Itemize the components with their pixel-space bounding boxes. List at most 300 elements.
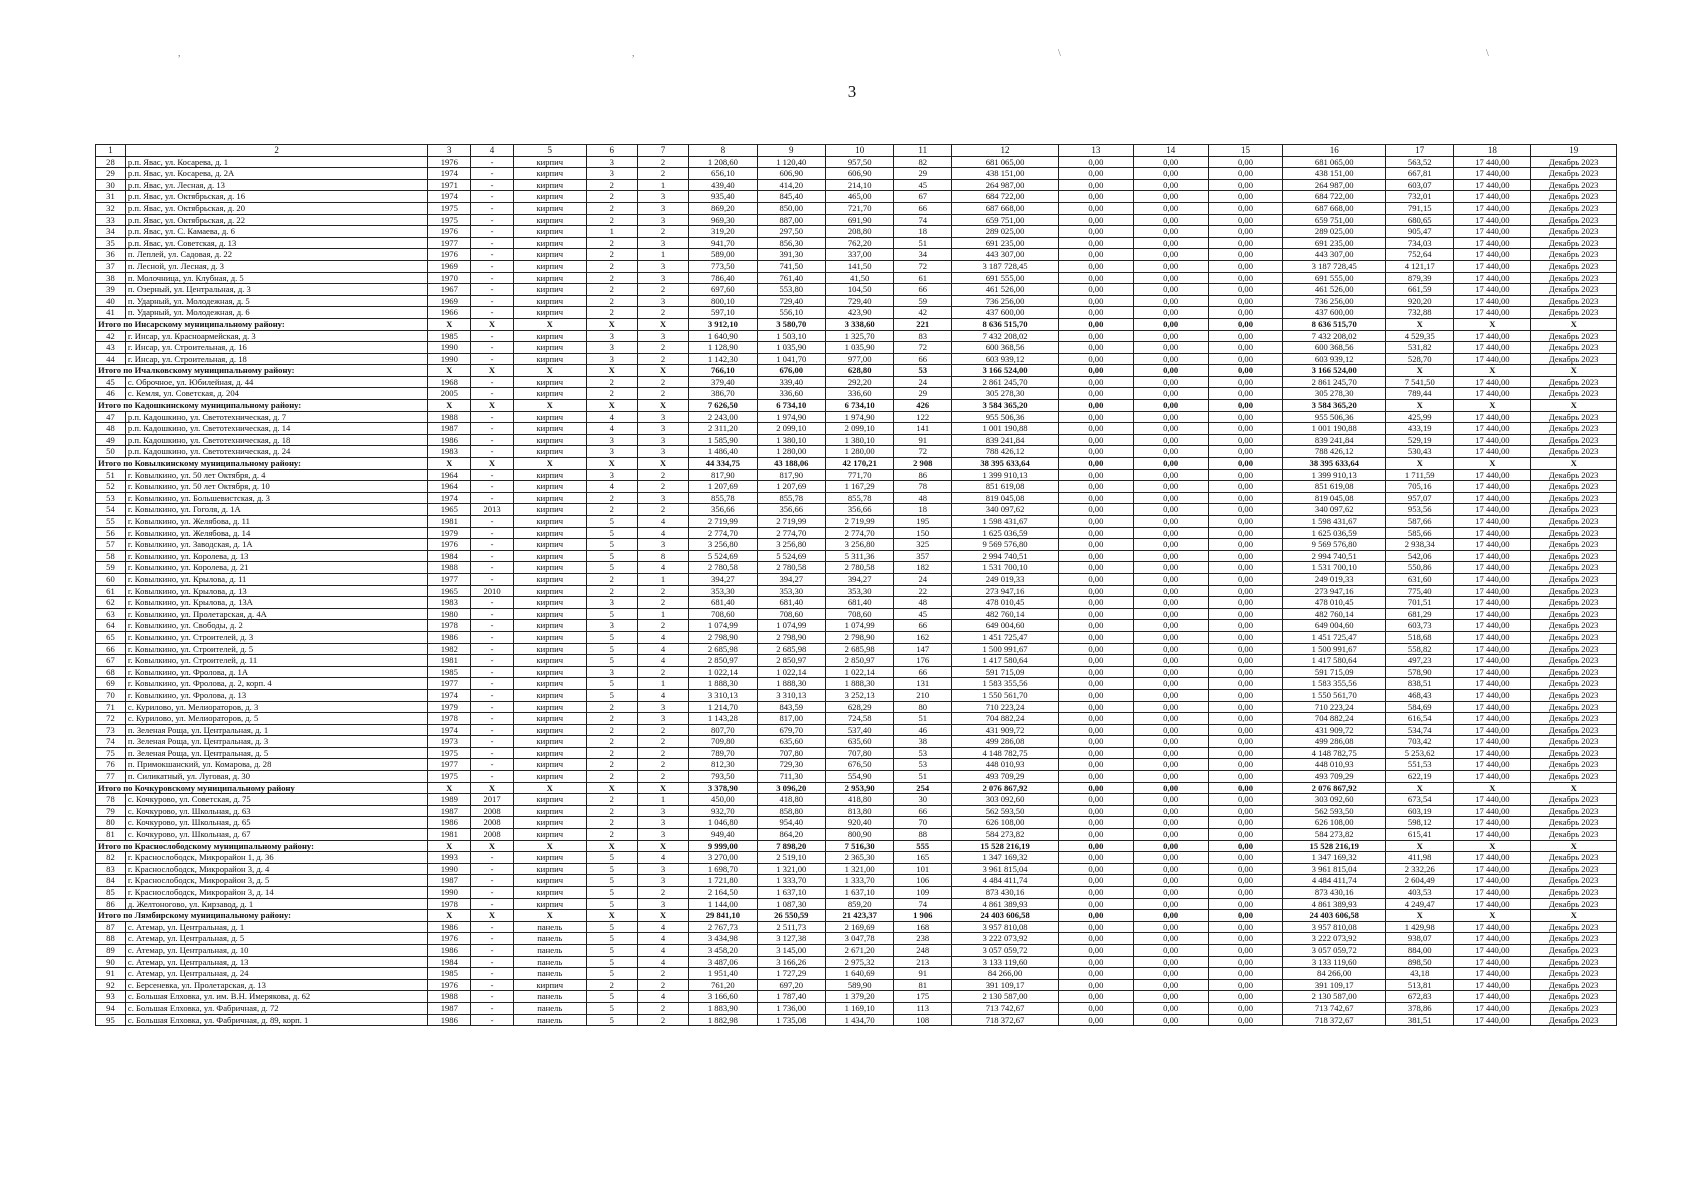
table-cell: 1986 — [428, 434, 471, 446]
address-cell: р.п. Явас, ул. Лесная, д. 13 — [125, 179, 427, 191]
table-cell: X — [1386, 910, 1454, 922]
address-cell: с. Кочкурово, ул. Школьная, д. 65 — [125, 817, 427, 829]
table-cell: 2 — [586, 214, 637, 226]
table-cell: 391,30 — [757, 249, 825, 261]
address-cell: г. Ковылкино, ул. Королева, д. 13 — [125, 550, 427, 562]
table-cell: 1968 — [428, 376, 471, 388]
table-cell: 5 — [586, 933, 637, 945]
table-cell: 0,00 — [1058, 631, 1133, 643]
table-cell: 4 — [637, 655, 688, 667]
table-cell: 0,00 — [1058, 458, 1133, 470]
table-cell: 17 440,00 — [1454, 191, 1531, 203]
table-cell: 845,40 — [757, 191, 825, 203]
table-cell: 60 — [96, 573, 126, 585]
table-cell: 17 440,00 — [1454, 260, 1531, 272]
table-cell: 687 668,00 — [952, 202, 1059, 214]
table-cell: 5 — [586, 655, 637, 667]
table-cell: 1 169,10 — [825, 1002, 893, 1014]
table-cell: 17 440,00 — [1454, 1014, 1531, 1026]
address-cell: с. Курилово, ул. Мелиораторов, д. 3 — [125, 701, 427, 713]
table-cell: 0,00 — [1208, 724, 1283, 736]
table-row — [96, 388, 1617, 400]
table-cell: 87 — [96, 921, 126, 933]
table-cell: 649 004,60 — [952, 620, 1059, 632]
table-cell: 713 742,67 — [1283, 1002, 1386, 1014]
table-row — [96, 701, 1617, 713]
table-cell: 101 — [894, 863, 952, 875]
table-cell: X — [1454, 400, 1531, 412]
table-cell: 0,00 — [1058, 400, 1133, 412]
table-cell: 2 — [586, 817, 637, 829]
table-cell: 3 — [637, 330, 688, 342]
table-cell: кирпич — [513, 573, 586, 585]
table-cell: 0,00 — [1133, 620, 1208, 632]
table-cell: 1977 — [428, 573, 471, 585]
table-cell: 0,00 — [1208, 446, 1283, 458]
table-cell: 905,47 — [1386, 226, 1454, 238]
table-cell: 61 — [96, 585, 126, 597]
table-cell: 0,00 — [1208, 736, 1283, 748]
table-cell: 1975 — [428, 747, 471, 759]
table-cell: кирпич — [513, 191, 586, 203]
table-cell: панель — [513, 1002, 586, 1014]
address-cell: с. Берсеневка, ул. Пролетарская, д. 13 — [125, 979, 427, 991]
table-cell: 0,00 — [1133, 504, 1208, 516]
address-cell: д. Желтоногово, ул. Кирзавод, д. 1 — [125, 898, 427, 910]
district-total-row — [96, 458, 1617, 470]
column-number: 17 — [1386, 145, 1454, 157]
table-cell: 0,00 — [1133, 701, 1208, 713]
table-cell: 0,00 — [1133, 260, 1208, 272]
table-row — [96, 666, 1617, 678]
table-cell: 340 097,62 — [952, 504, 1059, 516]
table-cell: кирпич — [513, 527, 586, 539]
table-row — [96, 260, 1617, 272]
table-cell: 3 — [586, 666, 637, 678]
table-cell: 3 270,00 — [689, 852, 757, 864]
table-cell: - — [471, 631, 514, 643]
address-cell: р.п. Кадошкино, ул. Светотехническая, д. 18 — [125, 434, 427, 446]
table-cell: кирпич — [513, 376, 586, 388]
table-cell: - — [471, 446, 514, 458]
table-cell: 438 151,00 — [952, 168, 1059, 180]
table-cell: 439,40 — [689, 179, 757, 191]
table-cell: 2 861 245,70 — [952, 376, 1059, 388]
table-cell: 3 — [637, 202, 688, 214]
table-cell: 17 440,00 — [1454, 295, 1531, 307]
table-cell: 40 — [96, 295, 126, 307]
table-cell: 57 — [96, 539, 126, 551]
table-cell: 1 208,60 — [689, 156, 757, 168]
table-cell: 5 — [586, 991, 637, 1003]
table-cell: кирпич — [513, 226, 586, 238]
table-cell: 17 440,00 — [1454, 829, 1531, 841]
table-cell: 0,00 — [1133, 295, 1208, 307]
table-cell: 887,00 — [757, 214, 825, 226]
table-cell: - — [471, 550, 514, 562]
table-cell: X — [586, 782, 637, 794]
table-cell: 1 711,59 — [1386, 469, 1454, 481]
table-cell: 0,00 — [1208, 434, 1283, 446]
table-cell: 17 440,00 — [1454, 550, 1531, 562]
table-cell: 2 938,34 — [1386, 539, 1454, 551]
table-cell: 208,80 — [825, 226, 893, 238]
table-cell: Декабрь 2023 — [1531, 643, 1617, 655]
table-cell: X — [637, 910, 688, 922]
table-cell: X — [471, 318, 514, 330]
table-cell: 736 256,00 — [952, 295, 1059, 307]
table-cell: 0,00 — [1058, 550, 1133, 562]
table-cell: 0,00 — [1058, 747, 1133, 759]
table-cell: 3 378,90 — [689, 782, 757, 794]
table-cell: 478 010,45 — [1283, 597, 1386, 609]
table-cell: 289 025,00 — [1283, 226, 1386, 238]
table-cell: 0,00 — [1133, 863, 1208, 875]
district-total-row — [96, 318, 1617, 330]
table-cell: 336,60 — [825, 388, 893, 400]
table-row — [96, 736, 1617, 748]
table-cell: 0,00 — [1058, 179, 1133, 191]
table-cell: 0,00 — [1133, 411, 1208, 423]
scan-mark: \ — [1486, 48, 1489, 59]
table-cell: - — [471, 759, 514, 771]
table-cell: 2005 — [428, 388, 471, 400]
table-row — [96, 794, 1617, 806]
table-cell: 2 — [586, 249, 637, 261]
table-cell: 4 — [637, 921, 688, 933]
table-cell: 1 074,99 — [825, 620, 893, 632]
table-cell: 0,00 — [1208, 631, 1283, 643]
table-cell: 45 — [894, 608, 952, 620]
table-cell: 2 719,99 — [689, 516, 757, 528]
table-cell: 3 — [637, 237, 688, 249]
table-cell: 1 041,70 — [757, 353, 825, 365]
table-cell: 1 451 725,47 — [1283, 631, 1386, 643]
table-cell: 789,70 — [689, 747, 757, 759]
table-cell: 461 526,00 — [952, 284, 1059, 296]
table-cell: Декабрь 2023 — [1531, 747, 1617, 759]
table-cell: 2 798,90 — [757, 631, 825, 643]
table-cell: 0,00 — [1133, 353, 1208, 365]
table-cell: 5 — [586, 678, 637, 690]
table-cell: кирпич — [513, 156, 586, 168]
table-cell: 47 — [96, 411, 126, 423]
table-cell: 82 — [894, 156, 952, 168]
table-cell: кирпич — [513, 249, 586, 261]
address-cell: п. Ударный, ул. Молодежная, д. 6 — [125, 307, 427, 319]
table-cell: 3 912,10 — [689, 318, 757, 330]
table-cell: X — [637, 458, 688, 470]
table-cell: 2 975,32 — [825, 956, 893, 968]
table-cell: кирпич — [513, 492, 586, 504]
table-cell: 15 528 216,19 — [1283, 840, 1386, 852]
table-cell: 32 — [96, 202, 126, 214]
table-cell: 113 — [894, 1002, 952, 1014]
table-cell: 884,00 — [1386, 944, 1454, 956]
table-cell: 603 939,12 — [1283, 353, 1386, 365]
table-cell: кирпич — [513, 330, 586, 342]
table-cell: 667,81 — [1386, 168, 1454, 180]
table-row — [96, 446, 1617, 458]
table-cell: 898,50 — [1386, 956, 1454, 968]
address-cell: г. Краснослободск, Микрорайон 3, д. 14 — [125, 887, 427, 899]
table-row — [96, 202, 1617, 214]
table-cell: 0,00 — [1133, 747, 1208, 759]
table-cell: 84 266,00 — [1283, 968, 1386, 980]
table-cell: 1981 — [428, 655, 471, 667]
table-cell: 819 045,08 — [952, 492, 1059, 504]
table-cell: 213 — [894, 956, 952, 968]
column-number: 9 — [757, 145, 825, 157]
table-cell: 1 640,90 — [689, 330, 757, 342]
table-cell: 2 — [637, 388, 688, 400]
table-cell: 1 625 036,59 — [1283, 527, 1386, 539]
table-cell: 1 500 991,67 — [1283, 643, 1386, 655]
table-cell: Декабрь 2023 — [1531, 527, 1617, 539]
table-cell: X — [1531, 400, 1617, 412]
table-cell: Декабрь 2023 — [1531, 295, 1617, 307]
table-cell: 70 — [894, 817, 952, 829]
table-row — [96, 979, 1617, 991]
table-cell: Декабрь 2023 — [1531, 736, 1617, 748]
table-cell: 707,80 — [825, 747, 893, 759]
table-cell: 673,54 — [1386, 794, 1454, 806]
table-cell: 0,00 — [1058, 434, 1133, 446]
table-cell: 2 — [586, 747, 637, 759]
table-row — [96, 968, 1617, 980]
table-cell: 3 — [637, 805, 688, 817]
table-cell: X — [586, 458, 637, 470]
table-cell: 17 440,00 — [1454, 608, 1531, 620]
table-cell: кирпич — [513, 342, 586, 354]
table-cell: Декабрь 2023 — [1531, 307, 1617, 319]
table-cell: 3 — [586, 434, 637, 446]
table-cell: - — [471, 202, 514, 214]
table-cell: Декабрь 2023 — [1531, 678, 1617, 690]
table-cell: 34 — [894, 249, 952, 261]
table-cell: 0,00 — [1133, 562, 1208, 574]
table-cell: 2 — [637, 968, 688, 980]
table-cell: 289 025,00 — [952, 226, 1059, 238]
table-cell: 3 — [637, 539, 688, 551]
table-cell: 708,60 — [757, 608, 825, 620]
table-cell: 2 — [637, 353, 688, 365]
table-cell: 1974 — [428, 724, 471, 736]
table-cell: 2 850,97 — [689, 655, 757, 667]
table-cell: 0,00 — [1208, 829, 1283, 841]
table-cell: 214,10 — [825, 179, 893, 191]
table-cell: кирпич — [513, 713, 586, 725]
table-cell: 86 — [96, 898, 126, 910]
table-cell: 0,00 — [1208, 620, 1283, 632]
table-cell: 711,30 — [757, 771, 825, 783]
table-cell: 0,00 — [1208, 318, 1283, 330]
table-cell: - — [471, 747, 514, 759]
table-cell: Декабрь 2023 — [1531, 713, 1617, 725]
table-cell: Декабрь 2023 — [1531, 585, 1617, 597]
table-cell: 46 — [894, 724, 952, 736]
table-cell: 0,00 — [1133, 782, 1208, 794]
table-cell: кирпич — [513, 237, 586, 249]
table-cell: - — [471, 863, 514, 875]
table-cell: 411,98 — [1386, 852, 1454, 864]
table-cell: 0,00 — [1133, 342, 1208, 354]
table-cell: 461 526,00 — [1283, 284, 1386, 296]
table-cell: Декабрь 2023 — [1531, 423, 1617, 435]
table-cell: 1986 — [428, 817, 471, 829]
address-cell: р.п. Явас, ул. Октябрьская, д. 22 — [125, 214, 427, 226]
table-cell: 0,00 — [1058, 481, 1133, 493]
table-cell: 2 — [586, 771, 637, 783]
table-cell: 73 — [96, 724, 126, 736]
table-cell: 182 — [894, 562, 952, 574]
table-cell: X — [1386, 458, 1454, 470]
table-cell: 3 222 073,92 — [1283, 933, 1386, 945]
table-cell: 448 010,93 — [952, 759, 1059, 771]
table-cell: 713 742,67 — [952, 1002, 1059, 1014]
table-row — [96, 1002, 1617, 1014]
table-cell: 732,88 — [1386, 307, 1454, 319]
table-cell: 4 — [637, 689, 688, 701]
table-cell: 1988 — [428, 991, 471, 1003]
table-cell: 0,00 — [1058, 492, 1133, 504]
table-cell: 603 939,12 — [952, 353, 1059, 365]
table-row — [96, 829, 1617, 841]
table-cell: Декабрь 2023 — [1531, 573, 1617, 585]
table-cell: 29 — [96, 168, 126, 180]
table-cell: 1 333,70 — [757, 875, 825, 887]
table-cell: 1 380,10 — [825, 434, 893, 446]
table-cell: панель — [513, 956, 586, 968]
table-cell: 48 — [96, 423, 126, 435]
address-cell: с. Большая Елховка, ул. Фабричная, д. 72 — [125, 1002, 427, 1014]
table-cell: 21 423,37 — [825, 910, 893, 922]
table-cell: 66 — [894, 805, 952, 817]
address-cell: п. Примокшанский, ул. Комарова, д. 28 — [125, 759, 427, 771]
table-cell: Декабрь 2023 — [1531, 829, 1617, 841]
table-cell: 43 188,06 — [757, 458, 825, 470]
table-cell: 353,30 — [825, 585, 893, 597]
table-cell: 0,00 — [1133, 631, 1208, 643]
address-cell: р.п. Явас, ул. Октябрьская, д. 20 — [125, 202, 427, 214]
table-cell: 955 506,36 — [952, 411, 1059, 423]
table-cell: 426 — [894, 400, 952, 412]
address-cell: с. Атемар, ул. Центральная, д. 5 — [125, 933, 427, 945]
table-cell: 1987 — [428, 805, 471, 817]
table-cell: 3 — [586, 353, 637, 365]
table-row — [96, 771, 1617, 783]
table-cell: 856,30 — [757, 237, 825, 249]
table-cell: 17 440,00 — [1454, 921, 1531, 933]
table-row — [96, 214, 1617, 226]
table-cell: Декабрь 2023 — [1531, 260, 1617, 272]
column-number: 15 — [1208, 145, 1283, 157]
table-cell: 578,90 — [1386, 666, 1454, 678]
table-cell: 0,00 — [1058, 295, 1133, 307]
table-cell: 0,00 — [1058, 921, 1133, 933]
table-cell: 2 — [637, 376, 688, 388]
table-cell: 1 347 169,32 — [952, 852, 1059, 864]
column-number: 18 — [1454, 145, 1531, 157]
table-cell: 1 — [586, 226, 637, 238]
address-cell: г. Ковылкино, ул. Желябова, д. 14 — [125, 527, 427, 539]
table-cell: 1 882,98 — [689, 1014, 757, 1026]
total-label: Итого по Кочкуровскому муниципальному району — [96, 782, 428, 794]
table-cell: 5 253,62 — [1386, 747, 1454, 759]
table-cell: 17 440,00 — [1454, 852, 1531, 864]
table-cell: 1 531 700,10 — [1283, 562, 1386, 574]
table-cell: 0,00 — [1133, 550, 1208, 562]
table-cell: 353,30 — [689, 585, 757, 597]
table-cell: панель — [513, 991, 586, 1003]
table-cell: 438 151,00 — [1283, 168, 1386, 180]
table-cell: X — [586, 318, 637, 330]
table-cell: 1 — [637, 794, 688, 806]
table-cell: 3 — [637, 713, 688, 725]
table-cell: 0,00 — [1058, 272, 1133, 284]
table-cell: 0,00 — [1058, 388, 1133, 400]
table-cell: 562 593,50 — [952, 805, 1059, 817]
table-cell: 1 207,69 — [757, 481, 825, 493]
table-cell: 17 440,00 — [1454, 968, 1531, 980]
table-cell: 676,00 — [757, 365, 825, 377]
table-cell: 141,50 — [825, 260, 893, 272]
table-cell: 1 417 580,64 — [1283, 655, 1386, 667]
table-cell: 17 440,00 — [1454, 898, 1531, 910]
table-cell: 69 — [96, 678, 126, 690]
table-cell: 1965 — [428, 504, 471, 516]
table-cell: 518,68 — [1386, 631, 1454, 643]
address-cell: г. Ковылкино, ул. Фролова, д. 13 — [125, 689, 427, 701]
table-cell: Декабрь 2023 — [1531, 817, 1617, 829]
table-cell: 17 440,00 — [1454, 376, 1531, 388]
table-cell: X — [1531, 840, 1617, 852]
table-cell: - — [471, 423, 514, 435]
address-cell: с. Большая Елховка, ул. Фабричная, д. 89, корп. 1 — [125, 1014, 427, 1026]
table-cell: 292,20 — [825, 376, 893, 388]
table-cell: 499 286,08 — [952, 736, 1059, 748]
table-cell: 2 164,50 — [689, 887, 757, 899]
table-cell: X — [428, 400, 471, 412]
table-cell: 1987 — [428, 1002, 471, 1014]
table-cell: 0,00 — [1058, 585, 1133, 597]
table-cell: 855,78 — [757, 492, 825, 504]
address-cell: г. Краснослободск, Микрорайон 3, д. 4 — [125, 863, 427, 875]
table-cell: 2 311,20 — [689, 423, 757, 435]
table-cell: X — [586, 365, 637, 377]
table-cell: - — [471, 237, 514, 249]
table-cell: 851 619,08 — [1283, 481, 1386, 493]
table-cell: 379,40 — [689, 376, 757, 388]
table-cell: кирпич — [513, 817, 586, 829]
table-cell: 17 440,00 — [1454, 863, 1531, 875]
table-cell: 0,00 — [1133, 330, 1208, 342]
table-cell: 1983 — [428, 446, 471, 458]
table-cell: кирпич — [513, 829, 586, 841]
table-cell: 1 434,70 — [825, 1014, 893, 1026]
table-cell: Декабрь 2023 — [1531, 504, 1617, 516]
table-cell: 5 — [586, 944, 637, 956]
table-cell: 4 — [637, 643, 688, 655]
table-cell: 3 — [586, 446, 637, 458]
table-cell: 691,90 — [825, 214, 893, 226]
table-cell: 1 022,14 — [689, 666, 757, 678]
table-cell: 91 — [894, 968, 952, 980]
table-cell: 709,80 — [689, 736, 757, 748]
table-cell: 681 065,00 — [952, 156, 1059, 168]
table-cell: X — [471, 458, 514, 470]
table-cell: 2 169,69 — [825, 921, 893, 933]
